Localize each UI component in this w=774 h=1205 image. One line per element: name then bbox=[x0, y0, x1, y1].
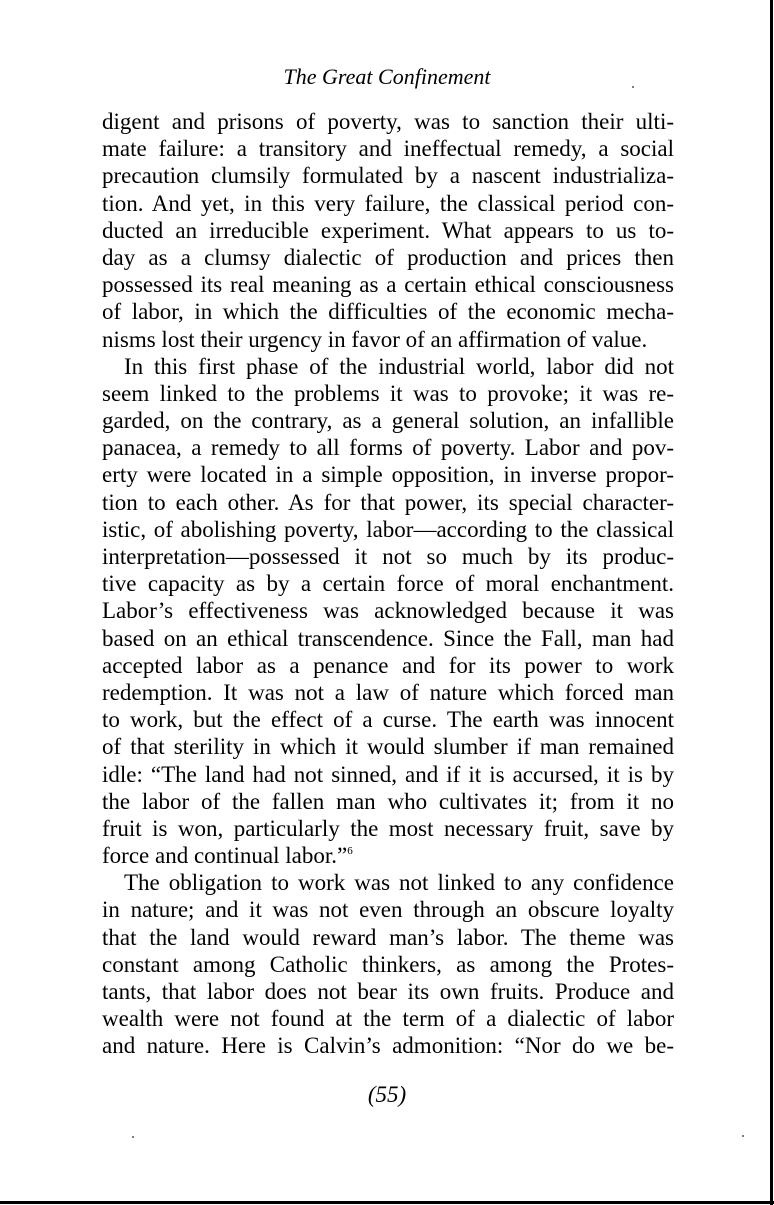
text-line bbox=[102, 1005, 674, 1032]
text-line bbox=[102, 951, 674, 978]
line-text: tion. And yet, in this very failure, the classical period con- bbox=[102, 190, 674, 216]
page-frame-right-edge bbox=[770, 0, 773, 1205]
line-text: tion to each other. As for that power, its special character- bbox=[102, 489, 674, 515]
line-text: in nature; and it was not even through an obscure loyalty bbox=[102, 897, 674, 923]
line-text: tants, that labor does not bear its own fruits. Produce and bbox=[102, 979, 674, 1004]
line-text: digent and prisons of poverty, was to sanction their ulti- bbox=[102, 109, 674, 134]
line-text: garded, on the contrary, as a general solution, an infallible bbox=[102, 408, 674, 434]
line-text: wealth were not found at the term of a dialectic of labor bbox=[102, 1006, 674, 1032]
text-line bbox=[102, 190, 674, 217]
text-line bbox=[102, 597, 674, 624]
text-line bbox=[102, 516, 674, 543]
line-text: possessed its real meaning as a certain ethical consciousness bbox=[102, 272, 674, 298]
line-text: interpretation—possessed it not so much by its produc- bbox=[102, 544, 674, 569]
text-line bbox=[102, 271, 674, 298]
page-frame-bottom-edge bbox=[0, 1201, 774, 1204]
text-line bbox=[102, 380, 674, 407]
paragraph bbox=[102, 869, 674, 1059]
text-line bbox=[102, 489, 674, 516]
text-line bbox=[102, 652, 674, 679]
line-text: ducted an irreducible experiment. What appears to us to- bbox=[102, 217, 674, 243]
line-text: fruit is won, particularly the most necessary fruit, save by bbox=[102, 815, 674, 841]
line-text: Labor’s effectiveness was acknowledged because it was bbox=[102, 598, 674, 624]
line-text: the labor of the fallen man who cultivates it; from it no bbox=[102, 788, 674, 814]
text-line bbox=[102, 244, 674, 271]
text-line bbox=[102, 407, 674, 434]
line-text: based on an ethical transcendence. Since the Fall, man had bbox=[102, 625, 674, 651]
line-text: istic, of abolishing poverty, labor—according to the classical bbox=[102, 516, 674, 542]
line-text: tive capacity as by a certain force of moral enchantment. bbox=[102, 571, 674, 597]
text-line bbox=[102, 869, 674, 896]
line-text: of labor, in which the difficulties of the economic mecha- bbox=[102, 299, 674, 325]
body-text bbox=[102, 108, 674, 1060]
text-line bbox=[102, 217, 674, 244]
text-line bbox=[102, 842, 674, 869]
line-text: seem linked to the problems it was to provoke; it was re- bbox=[102, 380, 674, 406]
scan-speck bbox=[742, 1135, 744, 1137]
line-text: precaution clumsily formulated by a nascent industrializa- bbox=[102, 163, 674, 189]
text-line bbox=[102, 679, 674, 706]
text-line bbox=[102, 924, 674, 951]
text-line bbox=[102, 570, 674, 597]
line-text: that the land would reward man’s labor. The theme was bbox=[102, 924, 674, 950]
text-line bbox=[102, 353, 674, 380]
line-text: In this first phase of the industrial world, labor did not bbox=[124, 353, 674, 379]
scan-speck bbox=[132, 1136, 134, 1138]
line-text: erty were located in a simple opposition, in inverse propor- bbox=[102, 462, 674, 488]
line-text: force and continual labor.” bbox=[102, 843, 348, 869]
line-text: nisms lost their urgency in favor of an affirmation of value. bbox=[102, 326, 648, 352]
text-line bbox=[102, 543, 674, 570]
text-line bbox=[102, 1032, 674, 1059]
text-line bbox=[102, 298, 674, 325]
line-text: idle: “The land had not sinned, and if it is accursed, it is by bbox=[102, 761, 674, 787]
footnote-reference: 6 bbox=[347, 845, 353, 858]
scan-speck bbox=[632, 86, 634, 88]
text-line bbox=[102, 788, 674, 815]
paragraph bbox=[102, 108, 674, 353]
page-number: (55) bbox=[367, 1082, 407, 1107]
line-text: accepted labor as a penance and for its power to work bbox=[102, 652, 674, 678]
text-line bbox=[102, 815, 674, 842]
line-text: day as a clumsy dialectic of production and prices then bbox=[102, 244, 674, 270]
line-text: constant among Catholic thinkers, as among the Protes- bbox=[102, 951, 674, 977]
line-text: of that sterility in which it would slumber if man remained bbox=[102, 734, 674, 760]
text-line bbox=[102, 733, 674, 760]
text-line bbox=[102, 434, 674, 461]
line-text: The obligation to work was not linked to any confidence bbox=[124, 870, 674, 896]
line-text: and nature. Here is Calvin’s admonition: “Nor do we be- bbox=[102, 1033, 674, 1059]
text-line bbox=[102, 978, 674, 1005]
text-line bbox=[102, 761, 674, 788]
text-line bbox=[102, 108, 674, 135]
text-line bbox=[102, 706, 674, 733]
text-line bbox=[102, 896, 674, 923]
text-line bbox=[102, 135, 674, 162]
text-line bbox=[102, 461, 674, 488]
line-text: to work, but the effect of a curse. The earth was innocent bbox=[102, 707, 674, 733]
text-line bbox=[102, 625, 674, 652]
text-line bbox=[102, 326, 674, 353]
line-text: mate failure: a transitory and ineffectual remedy, a social bbox=[102, 136, 674, 162]
running-head: The Great Confinement bbox=[283, 64, 491, 89]
line-text: panacea, a remedy to all forms of poverty. Labor and pov- bbox=[102, 435, 674, 461]
text-line bbox=[102, 162, 674, 189]
paragraph bbox=[102, 353, 674, 870]
line-text: redemption. It was not a law of nature which forced man bbox=[102, 679, 674, 705]
